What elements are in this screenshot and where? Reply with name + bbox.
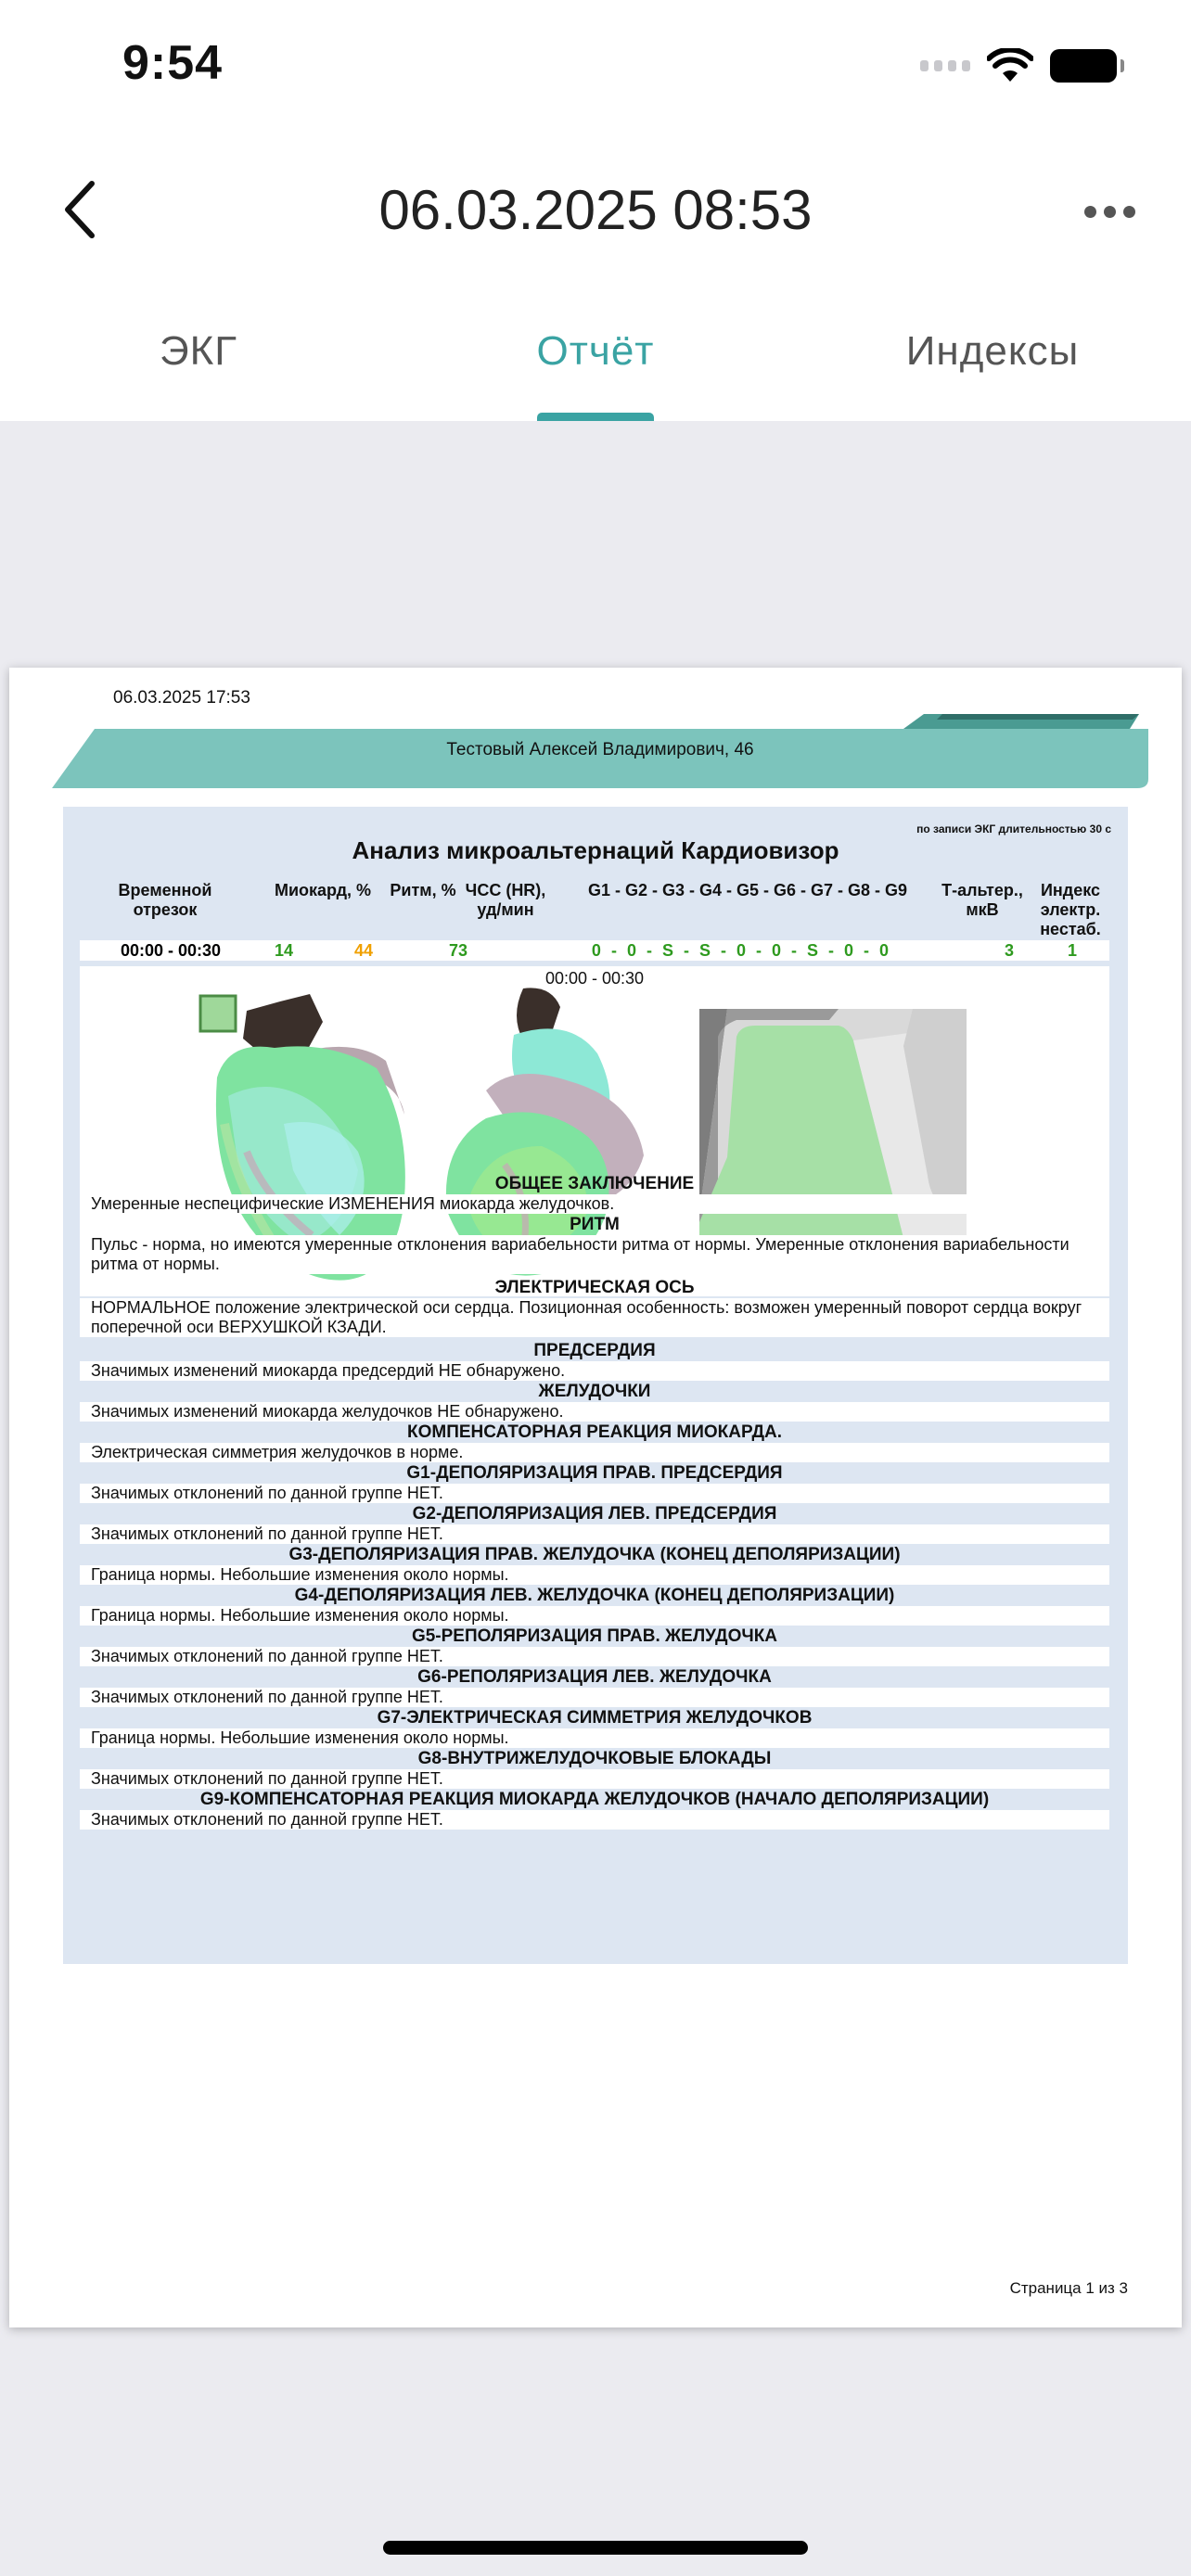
cellular-signal-icon: [920, 60, 970, 71]
section-text: Пульс - норма, но имеются умеренные отклонения вариабельности ритма от нормы. Умеренные отклонения вариабельности ритма от нормы.: [80, 1235, 1109, 1274]
section-text: Граница нормы. Небольшие изменения около нормы.: [80, 1565, 1109, 1585]
section-heading: ЭЛЕКТРИЧЕСКАЯ ОСЬ: [494, 1278, 695, 1297]
conclusion-section: [80, 1790, 1109, 1830]
section-heading: ОБЩЕЕ ЗАКЛЮЧЕНИЕ: [494, 1174, 695, 1193]
section-text: Значимых отклонений по данной группе НЕТ.: [80, 1484, 1109, 1503]
header-hr: ЧСС (HR), уд/мин: [465, 881, 546, 919]
section-text: Значимых отклонений по данной группе НЕТ.: [80, 1688, 1109, 1707]
conclusion-section: [80, 1586, 1109, 1626]
status-bar: [0, 0, 1191, 139]
wifi-icon: [987, 48, 1033, 83]
conclusion-section: [80, 1504, 1109, 1544]
section-text: Значимых изменений миокарда предсердий НЕ обнаружено.: [80, 1361, 1109, 1381]
group-value: 0: [879, 941, 890, 960]
section-text: Значимых отклонений по данной группе НЕТ.: [80, 1524, 1109, 1544]
group-separator: -: [824, 941, 839, 960]
conclusion-section: [80, 1174, 1109, 1214]
more-dot-icon: [1104, 206, 1116, 218]
conclusion-section: [80, 1545, 1109, 1585]
section-heading: ПРЕДСЕРДИЯ: [533, 1341, 656, 1360]
group-value: S: [698, 941, 711, 960]
conclusion-section: [80, 1667, 1109, 1707]
section-heading: G7-ЭЛЕКТРИЧЕСКАЯ СИММЕТРИЯ ЖЕЛУДОЧКОВ: [377, 1708, 813, 1728]
group-separator: -: [859, 941, 875, 960]
conclusion-section: [80, 1463, 1109, 1503]
report-title: Анализ микроальтернаций Кардиовизор: [352, 836, 839, 864]
conclusion-section: [80, 1341, 1109, 1381]
section-heading: КОМПЕНСАТОРНАЯ РЕАКЦИЯ МИОКАРДА.: [407, 1422, 782, 1442]
conclusion-section: [80, 1382, 1109, 1422]
group-value: S: [807, 941, 819, 960]
cell-instability-index: 1: [1067, 941, 1077, 960]
header-groups: G1 - G2 - G3 - G4 - G5 - G6 - G7 - G8 - G9: [587, 881, 908, 899]
group-separator: -: [787, 941, 802, 960]
section-heading: G3-ДЕПОЛЯРИЗАЦИЯ ПРАВ. ЖЕЛУДОЧКА (КОНЕЦ ДЕПОЛЯРИЗАЦИИ): [288, 1545, 901, 1564]
conclusion-section: [80, 1749, 1109, 1789]
group-separator: -: [606, 941, 621, 960]
report-page[interactable]: [9, 668, 1182, 2327]
duration-note: по записи ЭКГ длительностью 30 с: [916, 823, 1111, 835]
cell-segment: 00:00 - 00:30: [120, 941, 222, 960]
section-heading: G1-ДЕПОЛЯРИЗАЦИЯ ПРАВ. ПРЕДСЕРДИЯ: [406, 1463, 783, 1483]
active-tab-indicator: [537, 413, 654, 421]
tab-report[interactable]: Отчёт: [397, 287, 794, 421]
cell-groups: [555, 941, 926, 961]
group-value: 0: [772, 941, 782, 960]
section-heading: G8-ВНУТРИЖЕЛУДОЧКОВЫЕ БЛОКАДЫ: [417, 1749, 772, 1768]
conclusion-section: [80, 1422, 1109, 1462]
table-row: [80, 940, 1109, 961]
section-text: НОРМАЛЬНОЕ положение электрической оси сердца. Позиционная особенность: возможен умеренный поворот сердца вокруг поперечной оси ВЕРХУШКОЙ КЗАДИ.: [80, 1298, 1109, 1337]
section-text: Электрическая симметрия желудочков в норме.: [80, 1443, 1109, 1462]
conclusion-section: [80, 1215, 1109, 1274]
group-separator: -: [751, 941, 766, 960]
page-title: 06.03.2025 08:53: [378, 179, 813, 241]
conclusion-section: [80, 1278, 1109, 1337]
group-value: 0: [736, 941, 746, 960]
section-heading: G6-РЕПОЛЯРИЗАЦИЯ ЛЕВ. ЖЕЛУДОЧКА: [417, 1667, 772, 1687]
section-text: Граница нормы. Небольшие изменения около нормы.: [80, 1728, 1109, 1748]
report-date: 06.03.2025 17:53: [113, 688, 250, 708]
more-dot-icon: [1123, 206, 1135, 218]
section-text: Значимых отклонений по данной группе НЕТ.: [80, 1769, 1109, 1789]
battery-icon: [1050, 49, 1117, 83]
image-segment-label: 00:00 - 00:30: [544, 969, 645, 988]
cell-hr: 73: [448, 941, 468, 960]
header-t-alternans: Т-альтер., мкВ: [941, 881, 1023, 919]
report-banner: [52, 695, 1148, 788]
section-heading: G2-ДЕПОЛЯРИЗАЦИЯ ЛЕВ. ПРЕДСЕРДИЯ: [412, 1504, 777, 1524]
section-heading: РИТМ: [570, 1215, 620, 1234]
group-separator: -: [641, 941, 657, 960]
group-value: 0: [591, 941, 601, 960]
section-heading: G9-КОМПЕНСАТОРНАЯ РЕАКЦИЯ МИОКАРДА ЖЕЛУДОЧКОВ (НАЧАЛО ДЕПОЛЯРИЗАЦИИ): [199, 1790, 990, 1809]
header-segment: Временной отрезок: [118, 881, 212, 919]
report-content: [63, 807, 1128, 1964]
tab-ecg[interactable]: ЭКГ: [159, 328, 238, 374]
conclusion-section: [80, 1708, 1109, 1748]
navigation-bar: [0, 139, 1191, 287]
status-icons: [920, 48, 1117, 83]
patient-name: Тестовый Алексей Владимирович, 46: [446, 740, 754, 759]
header-instability-index: Индекс электр. нестаб.: [1040, 881, 1101, 938]
section-text: Значимых отклонений по данной группе НЕТ.: [80, 1647, 1109, 1666]
group-separator: -: [678, 941, 694, 960]
group-value: S: [661, 941, 673, 960]
status-time: 9:54: [122, 36, 224, 90]
more-button[interactable]: [1072, 184, 1146, 239]
group-value: 0: [626, 941, 636, 960]
section-text: Значимых отклонений по данной группе НЕТ.: [80, 1810, 1109, 1830]
group-value: 0: [844, 941, 854, 960]
section-text: Значимых изменений миокарда желудочков НЕ обнаружено.: [80, 1402, 1109, 1422]
page-number: Страница 1 из 3: [1009, 2279, 1128, 2297]
section-heading: G4-ДЕПОЛЯРИЗАЦИЯ ЛЕВ. ЖЕЛУДОЧКА (КОНЕЦ ДЕПОЛЯРИЗАЦИИ): [294, 1586, 895, 1605]
section-text: Умеренные неспецифические ИЗМЕНЕНИЯ миокарда желудочков.: [80, 1194, 1109, 1214]
section-text: Граница нормы. Небольшие изменения около нормы.: [80, 1606, 1109, 1626]
header-myocard: Миокард, %: [274, 881, 372, 899]
section-heading: G5-РЕПОЛЯРИЗАЦИЯ ПРАВ. ЖЕЛУДОЧКА: [411, 1626, 778, 1646]
conclusion-section: [80, 1626, 1109, 1666]
header-rhythm: Ритм, %: [390, 881, 456, 899]
more-dot-icon: [1084, 206, 1096, 218]
tab-indices[interactable]: Индексы: [905, 328, 1080, 374]
tab-bar: [0, 287, 1191, 421]
section-heading: ЖЕЛУДОЧКИ: [538, 1382, 651, 1401]
cell-myocard: 14: [274, 941, 294, 960]
home-indicator[interactable]: [383, 2541, 808, 2555]
group-separator: -: [715, 941, 731, 960]
cell-rhythm: 44: [353, 941, 374, 960]
cell-t-alternans: 3: [1004, 941, 1014, 960]
